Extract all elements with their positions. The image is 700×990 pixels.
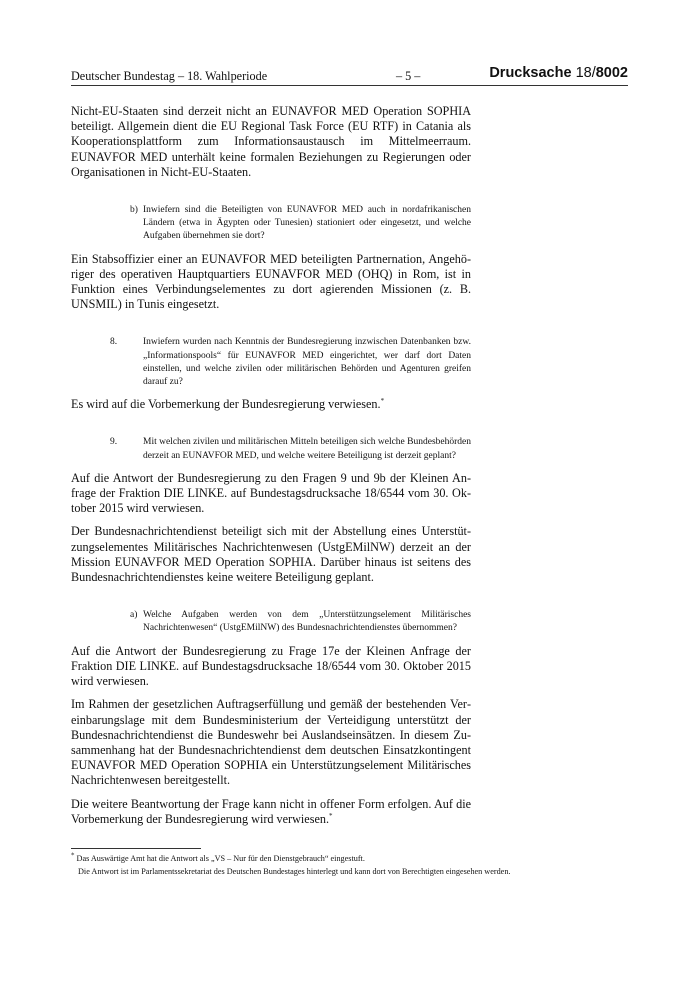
question-7b — [130, 204, 471, 244]
footnote-divider — [71, 848, 201, 849]
footnote-line-2: Die Antwort ist im Parlamentssekretariat des Deutschen Bundestages hinterlegt und kann dort von Berechtigten eingesehen werden. — [78, 866, 511, 876]
answer-paragraph-2: Ein Stabsoffizier einer an EUNAVFOR MED beteiligten Partnernation, Angehöriger des operativen Hauptquartiers EUNAVFOR MED (OHQ) in Rom, ist in Funktion eines Verbindungselementes zu dort agierenden Missionen (z. B. UNSMIL) in Tunis eingesetzt. — [71, 251, 471, 312]
page-header — [71, 67, 628, 86]
question-8 — [110, 336, 471, 389]
answer-paragraph-3 — [71, 397, 471, 412]
document-body — [71, 104, 471, 835]
question-text: Mit welchen zivilen und militärischen Mitteln beteiligen sich welche Bundesbehörden derzeit an EUNAVFOR MED, und welche weitere Beteiligung ist derzeit geplant? — [143, 437, 471, 461]
footnote-reference[interactable]: * — [380, 397, 385, 406]
question-label: 8. — [110, 337, 118, 348]
header-periode: Deutscher Bundestag – 18. Wahlperiode — [71, 69, 268, 83]
question-9 — [110, 436, 471, 462]
drucksache-label: Drucksache — [489, 65, 572, 81]
answer-paragraph-1: Nicht-EU-Staaten sind derzeit nicht an EUNAVFOR MED Operation SOPHIA beteiligt. Allgemein dient die EU Regional Task Force (EU RTF) in Catania als Kooperationsplattform zum Informationsaustausch im Mittelmeerraum. EUNAVFOR MED unterhält keine formalen Beziehungen zu Regierungen oder Organisationen in Nicht-EU-Staaten. — [71, 104, 471, 179]
header-drucksache — [489, 65, 628, 81]
question-text: Welche Aufgaben werden von dem „Unterstützungselement Militärisches Nachrichtenwesen“ (UstgEMilNW) des Bundesnachrichtendienstes übernommen? — [143, 610, 471, 634]
answer-paragraph-4: Auf die Antwort der Bundesregierung zu den Fragen 9 und 9b der Kleinen Anfrage der Fraktion DIE LINKE. auf Bundestagsdrucksache 18/6544 vom 30. Oktober 2015 wird verwiesen. — [71, 470, 471, 516]
footnote-text-1: Das Auswärtige Amt hat die Antwort als „VS – Nur für den Dienstgebrauch“ eingestuft. — [74, 854, 365, 863]
footnote-mark: * — [71, 851, 75, 860]
question-label: 9. — [110, 437, 118, 448]
question-label: b) — [130, 205, 138, 216]
answer-paragraph-6: Auf die Antwort der Bundesregierung zu Frage 17e der Kleinen Anfrage der Fraktion DIE LINKE. auf Bundestagsdrucksache 18/6544 vom 30. Oktober 2015 wird verwiesen. — [71, 643, 471, 689]
drucksache-number: 8002 — [595, 65, 628, 81]
answer-text: Es wird auf die Vorbemerkung der Bundesregierung verwiesen. — [71, 397, 381, 412]
question-text: Inwiefern wurden nach Kenntnis der Bundesregierung inzwischen Datenbanken bzw. „Informationspools“ für EUNAVFOR MED eingerichtet, wer darf dort Daten einstellen, und welche zivilen oder militärischen Behörden und Agenturen greifen darauf zu? — [143, 337, 471, 388]
header-page-number: – 5 – — [396, 69, 421, 83]
question-9a — [130, 609, 471, 635]
footnote-line-1 — [71, 853, 631, 866]
footnote — [71, 853, 631, 878]
drucksache-prefix: 18/ — [571, 65, 596, 81]
question-text: Inwiefern sind die Beteiligten von EUNAVFOR MED auch in nordafrikanischen Ländern (etwa in Ägypten oder Tunesien) stationiert oder eingesetzt, und welche Aufgaben übernehmen sie dort? — [143, 205, 471, 242]
question-label: a) — [130, 610, 138, 621]
answer-paragraph-5: Der Bundesnachrichtendienst beteiligt sich mit der Abstellung eines Unterstützungselementes Militärisches Nachrichtenwesen (UstgEMilNW) derzeit an der Mission EUNAVFOR MED Operation SOPHIA. Darüber hinaus ist seitens des Bundesnachrichtendienstes keine weitere Beteiligung geplant. — [71, 524, 471, 585]
footnote-reference[interactable]: * — [329, 811, 333, 820]
answer-text: Die weitere Beantwortung der Frage kann nicht in offener Form erfolgen. Auf die Vorbemerkung der Bundesregierung wird verwiesen. — [71, 796, 471, 826]
answer-paragraph-8 — [71, 797, 471, 827]
answer-paragraph-7: Im Rahmen der gesetzlichen Auftragserfüllung und gemäß der bestehenden Vereinbarungslage mit dem Bundesministerium der Verteidigung unterstützt der Bundesnachrichtendienst die Bundeswehr bei Auslandseinsätzen. In diesem Zusammenhang hat der Bundesnachrichtendienst dem deutschen Einsatzkontingent EUNAVFOR MED Operation SOPHIA ein Unterstützungselement Militärisches Nachrichtenwesen bereitgestellt. — [71, 697, 471, 788]
